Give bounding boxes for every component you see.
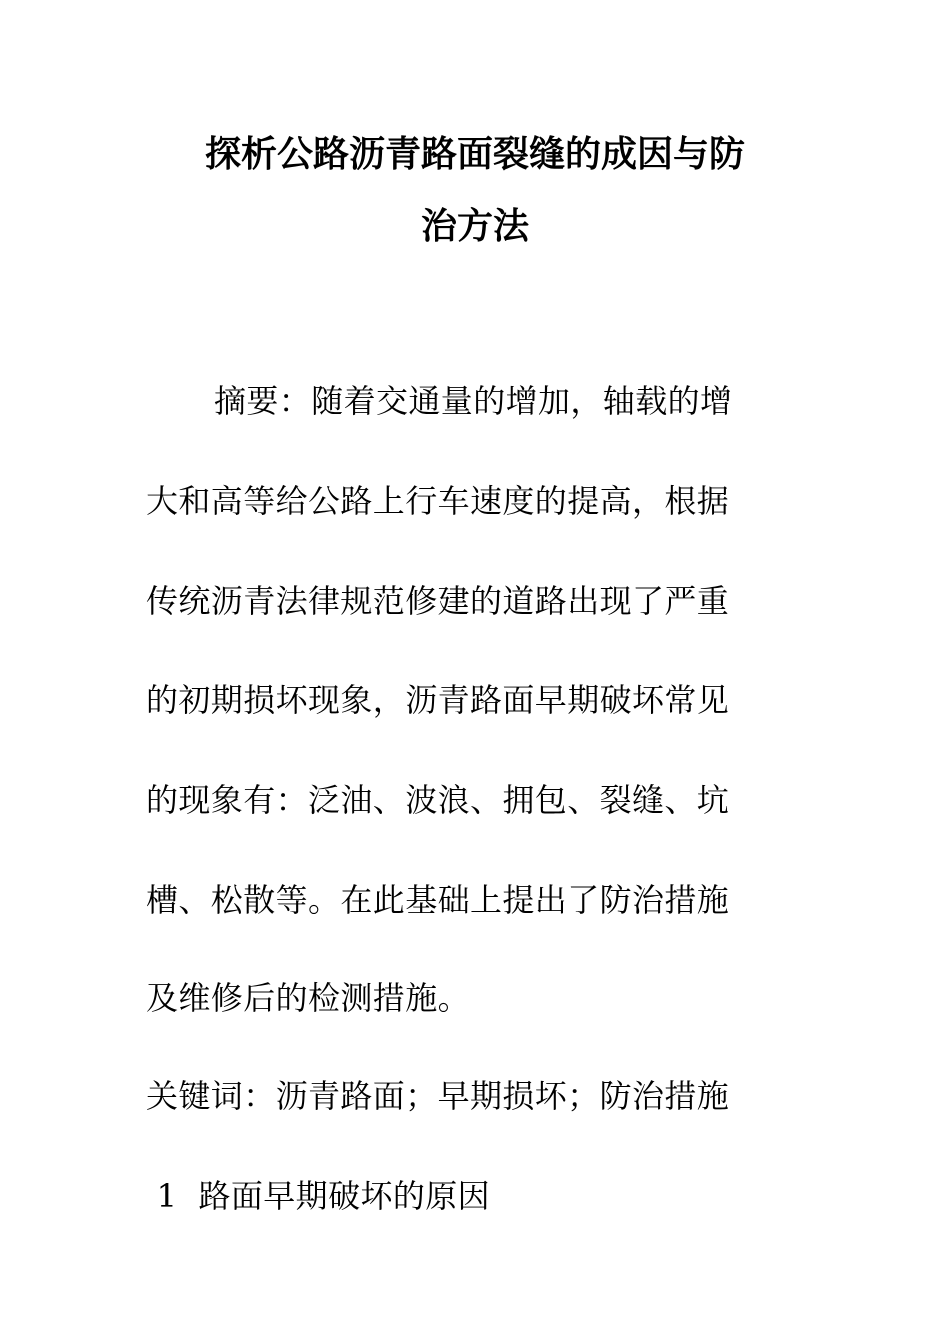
abstract-line-6: 槽、松散等。在此基础上提出了防治措施 — [146, 881, 730, 919]
abstract-line-1: 摘要：随着交通量的增加，轴载的增 — [214, 382, 733, 420]
abstract-line-5: 的现象有：泛油、波浪、拥包、裂缝、坑 — [146, 781, 730, 819]
abstract-line-2: 大和高等给公路上行车速度的提高，根据 — [146, 482, 730, 520]
abstract-line-3: 传统沥青法律规范修建的道路出现了严重 — [146, 582, 730, 620]
abstract-line-4: 的初期损坏现象，沥青路面早期破坏常见 — [146, 681, 730, 719]
document-title-line-2: 治方法 — [420, 205, 529, 247]
section-heading: 1 路面早期破坏的原因 — [146, 1177, 491, 1215]
document-title-line-1: 探析公路沥青路面裂缝的成因与防 — [204, 133, 745, 175]
keywords-line: 关键词：沥青路面；早期损坏；防治措施 — [146, 1077, 730, 1115]
abstract-line-7: 及维修后的检测措施。 — [146, 979, 471, 1017]
